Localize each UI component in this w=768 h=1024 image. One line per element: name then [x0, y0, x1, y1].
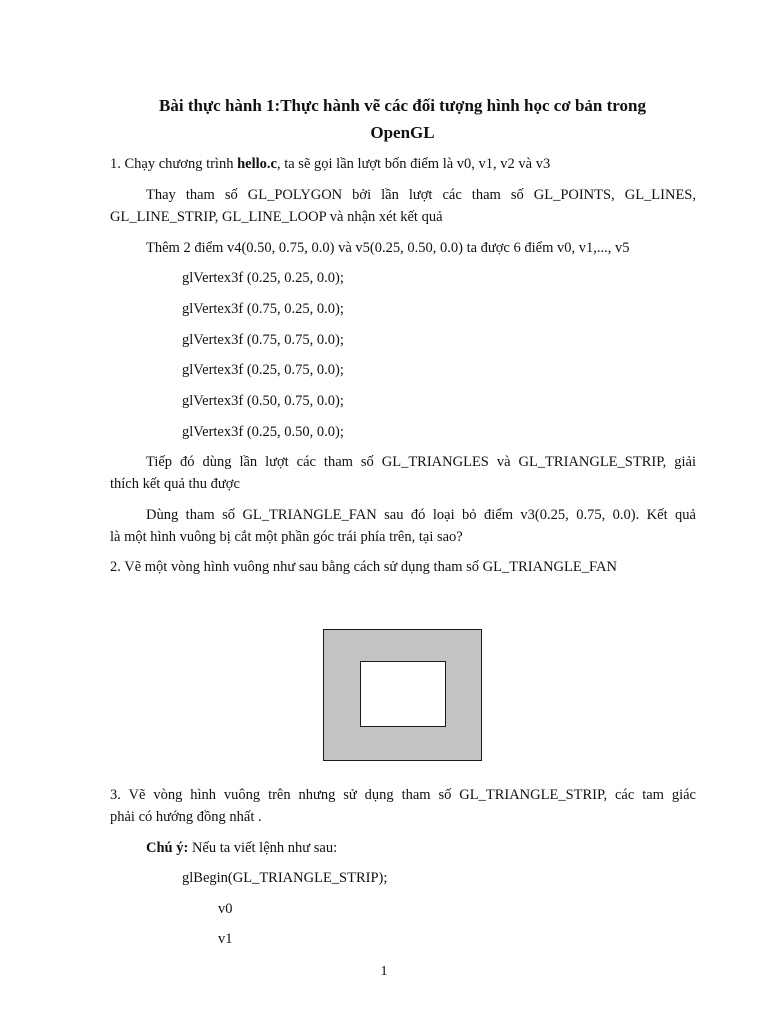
section-1-intro — [110, 154, 550, 174]
paragraph-fan-line-1: Dùng tham số GL_TRIANGLE_FAN sau đó loại bỏ điểm v3(0.25, 0.75, 0.0). Kết quả — [146, 507, 696, 523]
paragraph-fan-line-2: là một hình vuông bị cắt một phần góc trái phía trên, tại sao? — [110, 529, 463, 545]
code-line-v1: v1 — [218, 931, 233, 947]
paragraph-polygon-line-2: GL_LINE_STRIP, GL_LINE_LOOP và nhận xét kết quả — [110, 209, 443, 225]
paragraph-polygon-line-1: Thay tham số GL_POLYGON bởi lần lượt các tham số GL_POINTS, GL_LINES, — [146, 187, 696, 203]
section-1-intro-post: , ta sẽ gọi lần lượt bốn điểm là v0, v1, v2 và v3 — [276, 156, 551, 172]
section-2-heading: 2. Vẽ một vòng hình vuông như sau bằng cách sử dụng tham số GL_TRIANGLE_FAN — [110, 559, 617, 575]
paragraph-triangles-line-2: thích kết quả thu được — [110, 476, 240, 492]
paragraph-triangles-line-1: Tiếp đó dùng lần lượt các tham số GL_TRIANGLES và GL_TRIANGLE_STRIP, giải — [146, 454, 696, 470]
section-3-paragraph-line-2: phải có hướng đồng nhất . — [110, 809, 262, 825]
code-line-vertex-2: glVertex3f (0.75, 0.75, 0.0); — [182, 332, 344, 348]
program-name: hello.c — [237, 156, 277, 172]
note-text: Nếu ta viết lệnh như sau: — [188, 840, 338, 856]
paragraph-add-points: Thêm 2 điểm v4(0.50, 0.75, 0.0) và v5(0.25, 0.50, 0.0) ta được 6 điểm v0, v1,..., v5 — [146, 240, 630, 256]
page-title-line-1: Bài thực hành 1:Thực hành vẽ các đối tượng hình học cơ bản trong — [159, 96, 646, 115]
section-1-intro-pre: 1. Chạy chương trình — [110, 156, 238, 172]
square-ring-figure — [323, 629, 482, 761]
note-label: Chú ý: — [146, 840, 189, 856]
code-line-vertex-1: glVertex3f (0.75, 0.25, 0.0); — [182, 301, 344, 317]
page-number: 1 — [380, 964, 388, 979]
page-title — [110, 92, 695, 146]
code-line-glbegin: glBegin(GL_TRIANGLE_STRIP); — [182, 870, 388, 886]
code-line-vertex-5: glVertex3f (0.25, 0.50, 0.0); — [182, 424, 344, 440]
page-title-line-2: OpenGL — [370, 123, 435, 142]
section-3-paragraph-line-1: 3. Vẽ vòng hình vuông trên nhưng sử dụng tham số GL_TRIANGLE_STRIP, các tam giác — [110, 787, 696, 803]
code-line-v0: v0 — [218, 901, 233, 917]
code-line-vertex-0: glVertex3f (0.25, 0.25, 0.0); — [182, 270, 344, 286]
code-line-vertex-3: glVertex3f (0.25, 0.75, 0.0); — [182, 362, 344, 378]
code-line-vertex-4: glVertex3f (0.50, 0.75, 0.0); — [182, 393, 344, 409]
square-ring-hole — [360, 661, 446, 727]
note-line — [146, 838, 337, 858]
